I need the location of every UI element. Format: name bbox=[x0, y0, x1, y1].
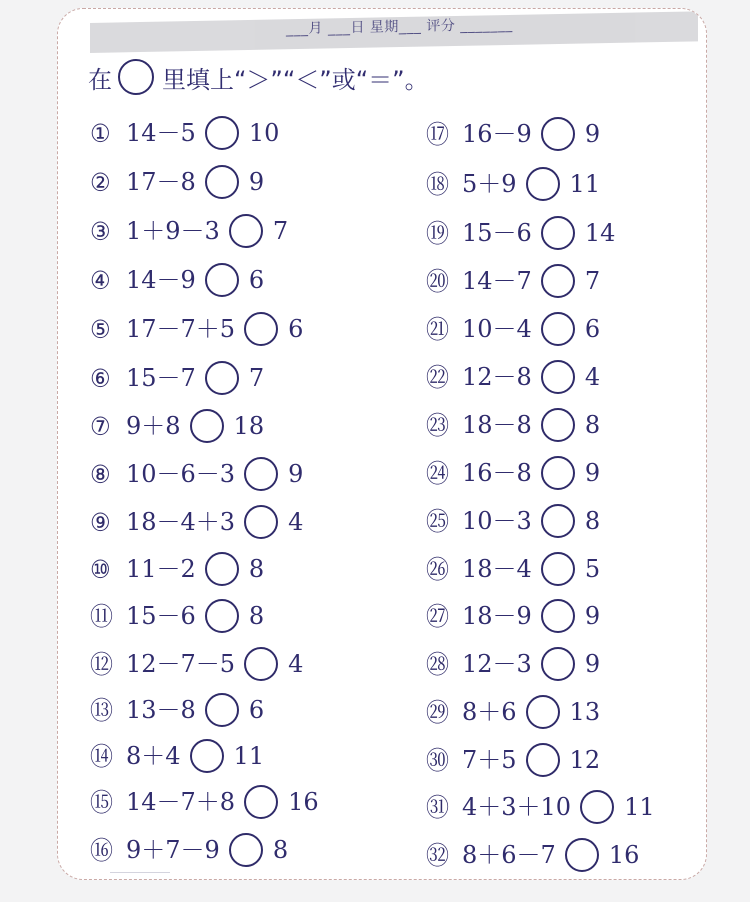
problem-rhs: 18 bbox=[233, 412, 265, 440]
comparison-circle[interactable] bbox=[244, 457, 278, 491]
problem-rhs: 6 bbox=[584, 315, 601, 343]
instruction bbox=[88, 59, 429, 95]
problem-number: ⑪ bbox=[90, 601, 114, 631]
problem-number: ① bbox=[90, 118, 111, 148]
problem-expression: 8＋6－7 bbox=[462, 841, 556, 869]
comparison-circle[interactable] bbox=[526, 695, 560, 729]
problem-32 bbox=[426, 838, 639, 872]
problem-27 bbox=[426, 599, 600, 633]
problem-rhs: 8 bbox=[248, 602, 265, 630]
problem-expression: 12－3 bbox=[462, 650, 532, 678]
problem-11 bbox=[90, 599, 264, 633]
problem-rhs: 10 bbox=[248, 119, 280, 147]
problem-expression: 10－6－3 bbox=[126, 460, 236, 488]
problem-number: ⑭ bbox=[90, 741, 114, 771]
comparison-circle[interactable] bbox=[526, 167, 560, 201]
problem-number: ㉜ bbox=[426, 840, 450, 870]
problem-rhs: 6 bbox=[248, 696, 265, 724]
problem-6 bbox=[90, 361, 264, 395]
problem-expression: 16－8 bbox=[462, 459, 532, 487]
problem-rhs: 9 bbox=[584, 650, 601, 678]
header-band bbox=[90, 11, 698, 53]
problem-expression: 14－9 bbox=[126, 266, 196, 294]
comparison-circle[interactable] bbox=[205, 263, 239, 297]
problem-rhs: 11 bbox=[569, 170, 601, 198]
problem-3 bbox=[90, 214, 288, 248]
problem-expression: 15－6 bbox=[126, 602, 196, 630]
problem-4 bbox=[90, 263, 264, 297]
problem-rhs: 11 bbox=[624, 793, 655, 821]
comparison-circle[interactable] bbox=[229, 214, 263, 248]
problem-expression: 14－5 bbox=[126, 119, 196, 147]
problem-10 bbox=[90, 552, 264, 586]
problem-rhs: 9 bbox=[584, 459, 601, 487]
comparison-circle[interactable] bbox=[229, 833, 263, 867]
problem-number: ⑮ bbox=[90, 787, 114, 817]
problem-expression: 10－4 bbox=[462, 315, 532, 343]
problem-expression: 17－7＋5 bbox=[126, 315, 236, 343]
problem-expression: 7＋5 bbox=[462, 746, 517, 774]
problem-number: ⑧ bbox=[90, 459, 111, 489]
comparison-circle[interactable] bbox=[541, 312, 575, 346]
problem-expression: 14－7 bbox=[462, 267, 532, 295]
problem-expression: 10－3 bbox=[462, 507, 532, 535]
problem-number: ⑳ bbox=[426, 266, 450, 296]
problem-21 bbox=[426, 312, 600, 346]
comparison-circle[interactable] bbox=[541, 117, 575, 151]
problem-expression: 18－8 bbox=[462, 411, 532, 439]
comparison-circle[interactable] bbox=[541, 360, 575, 394]
comparison-circle[interactable] bbox=[190, 409, 224, 443]
problem-7 bbox=[90, 409, 264, 443]
problem-rhs: 7 bbox=[272, 217, 289, 245]
problem-expression: 18－9 bbox=[462, 602, 532, 630]
problem-number: ③ bbox=[90, 216, 111, 246]
problem-number: ㉙ bbox=[426, 697, 450, 727]
problem-expression: 9＋8 bbox=[126, 412, 181, 440]
problem-24 bbox=[426, 456, 600, 490]
comparison-circle[interactable] bbox=[244, 647, 278, 681]
problem-expression: 16－9 bbox=[462, 120, 532, 148]
problem-28 bbox=[426, 647, 600, 681]
problem-12 bbox=[90, 647, 303, 681]
problem-16 bbox=[90, 833, 288, 867]
problem-rhs: 8 bbox=[272, 836, 289, 864]
problem-rhs: 8 bbox=[584, 411, 601, 439]
problem-18 bbox=[426, 167, 600, 201]
problem-19 bbox=[426, 216, 615, 250]
problem-number: ㉓ bbox=[426, 410, 450, 440]
problem-expression: 18－4 bbox=[462, 555, 532, 583]
comparison-circle[interactable] bbox=[580, 790, 614, 824]
problem-2 bbox=[90, 165, 264, 199]
problem-number: ㉕ bbox=[426, 506, 450, 536]
problem-rhs: 4 bbox=[288, 508, 304, 536]
problem-expression: 12－7－5 bbox=[126, 650, 236, 678]
problem-expression: 11－2 bbox=[126, 555, 196, 583]
problem-rhs: 8 bbox=[248, 555, 265, 583]
problem-expression: 15－7 bbox=[126, 364, 196, 392]
problem-rhs: 13 bbox=[569, 698, 601, 726]
problem-expression: 8＋6 bbox=[462, 698, 517, 726]
problem-31 bbox=[426, 790, 655, 824]
comparison-circle[interactable] bbox=[541, 264, 575, 298]
problem-rhs: 4 bbox=[288, 650, 304, 678]
problem-number: ⑦ bbox=[90, 411, 111, 441]
problem-number: ⑬ bbox=[90, 695, 114, 725]
problem-number: ㉖ bbox=[426, 554, 450, 584]
problem-number: ④ bbox=[90, 265, 111, 295]
problem-8 bbox=[90, 457, 303, 491]
problem-number: ㉑ bbox=[426, 314, 450, 344]
problem-rhs: 8 bbox=[584, 507, 601, 535]
problem-rhs: 9 bbox=[584, 120, 601, 148]
comparison-circle[interactable] bbox=[541, 599, 575, 633]
instruction-text-before: 在 bbox=[88, 65, 112, 94]
problem-17 bbox=[426, 117, 600, 151]
problem-rhs: 7 bbox=[584, 267, 601, 295]
problem-number: ⑯ bbox=[90, 835, 114, 865]
comparison-circle[interactable] bbox=[205, 552, 239, 586]
comparison-circle[interactable] bbox=[205, 599, 239, 633]
problem-22 bbox=[426, 360, 600, 394]
comparison-circle[interactable] bbox=[541, 216, 575, 250]
comparison-circle[interactable] bbox=[244, 505, 278, 539]
problem-number: ⑱ bbox=[426, 169, 450, 199]
comparison-circle[interactable] bbox=[541, 504, 575, 538]
instruction-circle bbox=[118, 59, 154, 95]
problem-15 bbox=[90, 785, 319, 819]
problem-rhs: 14 bbox=[584, 219, 616, 247]
comparison-circle[interactable] bbox=[205, 361, 239, 395]
problem-9 bbox=[90, 505, 303, 539]
problem-13 bbox=[90, 693, 264, 727]
problem-25 bbox=[426, 504, 600, 538]
problem-1 bbox=[90, 116, 279, 150]
problem-number: ⑨ bbox=[90, 507, 111, 537]
problem-number: ㉗ bbox=[426, 601, 450, 631]
comparison-circle[interactable] bbox=[526, 743, 560, 777]
problem-26 bbox=[426, 552, 600, 586]
problem-29 bbox=[426, 695, 600, 729]
problem-rhs: 16 bbox=[608, 841, 640, 869]
comparison-circle[interactable] bbox=[541, 552, 575, 586]
problem-number: ㉛ bbox=[426, 792, 450, 822]
instruction-text-after: 里填上“＞”“＜”或“＝”。 bbox=[162, 65, 429, 94]
problem-30 bbox=[426, 743, 600, 777]
problem-expression: 8＋4 bbox=[126, 742, 181, 770]
problem-5 bbox=[90, 312, 303, 346]
comparison-circle[interactable] bbox=[541, 647, 575, 681]
comparison-circle[interactable] bbox=[205, 693, 239, 727]
problem-14 bbox=[90, 739, 264, 773]
problem-rhs: 9 bbox=[584, 602, 601, 630]
problem-number: ⑲ bbox=[426, 218, 450, 248]
problem-expression: 18－4＋3 bbox=[126, 508, 236, 536]
problem-expression: 1＋9－3 bbox=[126, 217, 220, 245]
problem-expression: 12－8 bbox=[462, 363, 532, 391]
problem-rhs: 9 bbox=[288, 460, 304, 488]
comparison-circle[interactable] bbox=[205, 116, 239, 150]
problem-rhs: 16 bbox=[288, 788, 319, 816]
problem-expression: 17－8 bbox=[126, 168, 196, 196]
problem-number: ⑤ bbox=[90, 314, 111, 344]
problem-rhs: 4 bbox=[584, 363, 601, 391]
problem-rhs: 6 bbox=[248, 266, 265, 294]
worksheet bbox=[57, 8, 707, 880]
header-line: ___月 ___日 星期___ 评分 _______ bbox=[286, 16, 513, 38]
problem-number: ⑩ bbox=[90, 554, 111, 584]
problem-expression: 4＋3＋10 bbox=[462, 793, 572, 821]
comparison-circle[interactable] bbox=[190, 739, 224, 773]
problem-23 bbox=[426, 408, 600, 442]
problem-expression: 9＋7－9 bbox=[126, 836, 220, 864]
comparison-circle[interactable] bbox=[565, 838, 599, 872]
problem-number: ㉘ bbox=[426, 649, 450, 679]
problem-number: ㉔ bbox=[426, 458, 450, 488]
problem-expression: 13－8 bbox=[126, 696, 196, 724]
problem-expression: 15－6 bbox=[462, 219, 532, 247]
comparison-circle[interactable] bbox=[205, 165, 239, 199]
problem-expression: 5＋9 bbox=[462, 170, 517, 198]
problem-number: ㉒ bbox=[426, 362, 450, 392]
problem-rhs: 5 bbox=[584, 555, 601, 583]
problem-rhs: 12 bbox=[569, 746, 601, 774]
problem-rhs: 11 bbox=[233, 742, 265, 770]
problem-expression: 14－7＋8 bbox=[126, 788, 236, 816]
comparison-circle[interactable] bbox=[541, 456, 575, 490]
problem-number: ⑥ bbox=[90, 363, 111, 393]
problem-number: ⑫ bbox=[90, 649, 114, 679]
problem-20 bbox=[426, 264, 600, 298]
footer-scribble bbox=[110, 872, 170, 880]
comparison-circle[interactable] bbox=[244, 785, 278, 819]
problem-rhs: 6 bbox=[288, 315, 304, 343]
problem-number: ㉚ bbox=[426, 745, 450, 775]
comparison-circle[interactable] bbox=[541, 408, 575, 442]
problem-number: ② bbox=[90, 167, 111, 197]
problem-rhs: 7 bbox=[248, 364, 265, 392]
problem-number: ⑰ bbox=[426, 119, 450, 149]
problem-rhs: 9 bbox=[248, 168, 265, 196]
comparison-circle[interactable] bbox=[244, 312, 278, 346]
